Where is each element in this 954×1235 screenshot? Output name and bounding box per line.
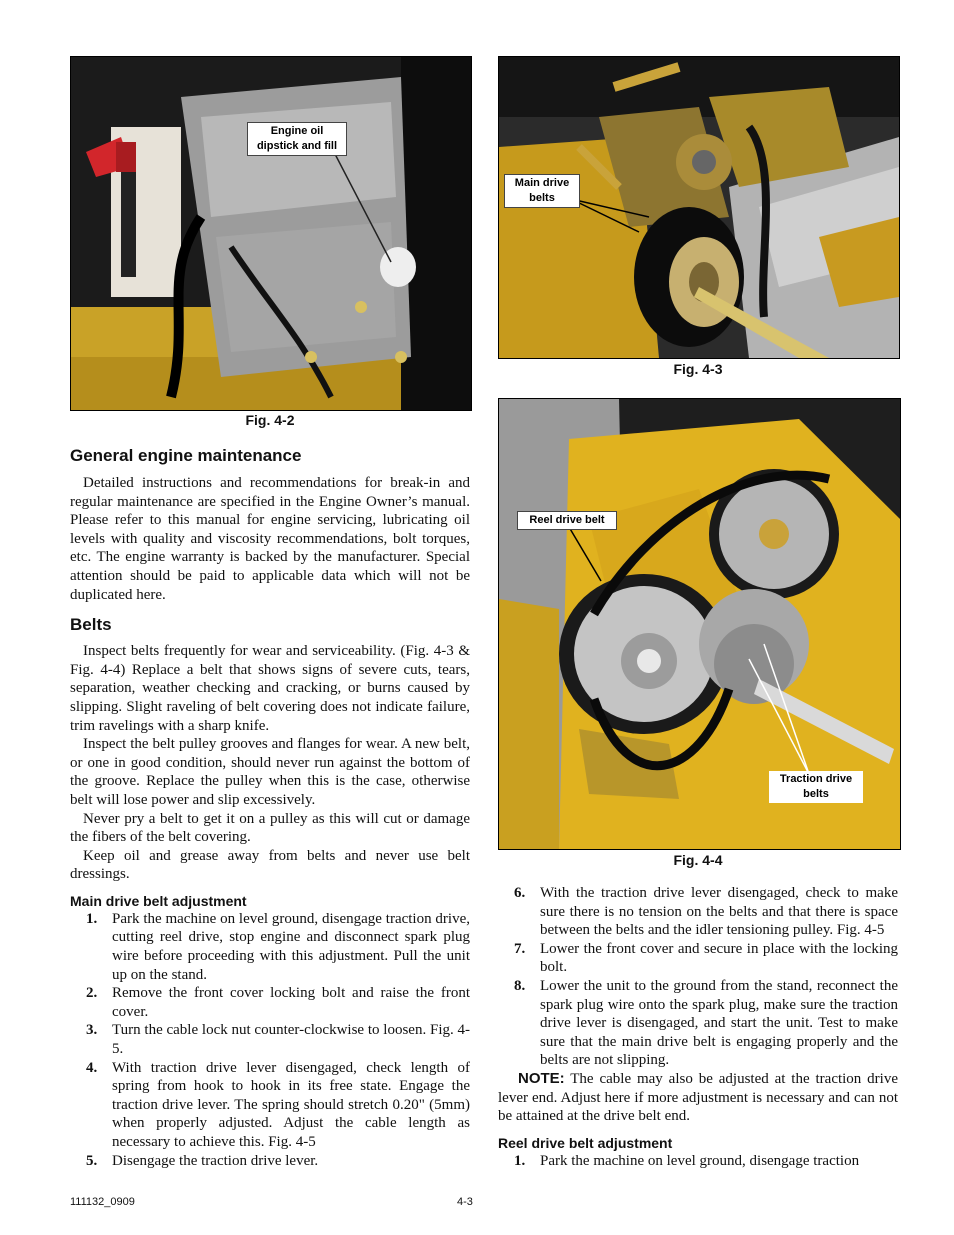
figure-4-2-photo [70,56,472,411]
list-item: 1. Park the machine on level ground, disengage traction [514,1152,860,1169]
right-column [498,884,898,1170]
note-text: The cable may also be adjusted at the traction drive lever end. Adjust here if more adjustment is necessary and can not be attained at the drive belt end. [498,1070,898,1125]
left-column [70,445,470,1170]
list-item: 6. With the traction drive lever disengaged, check to make sure there is no tension on the belts and that there is space between the belts and the idler tensioning pulley. Fig. 4-5 [514,885,898,939]
heading-belts: Belts [70,615,112,635]
heading-main-drive-belt-adjustment: Main drive belt adjustment [70,892,247,909]
list-item: 8. Lower the unit to the ground from the stand, reconnect the spark plug wire onto the spark plug, make sure the traction drive lever is disengaged, and start the unit. Test to make sure that the main drive belt is engaging properly and the belts are not slipping. [514,977,898,1069]
paragraph-belts-2: Inspect the belt pulley grooves and flanges for wear. A new belt, or one in good condition, should never run against the bottom of the groove. Replace the pulley when this is the case, otherwise belt will lose power and slip excessively. [70,736,470,808]
reel-drive-steps [498,1152,898,1171]
engine-photo-illustration [71,57,471,410]
figure-4-3-photo [498,56,900,359]
paragraph-general: Detailed instructions and recommendations for break-in and regular maintenance are specified in the Engine Owner’s manual. Please refer to this manual for engine servicing, lubricating oil levels with quality and viscosity recommendations, bolt torques, etc. The engine warranty is backed by the manufacturer. Special attention should be paid to applicable data which will not be duplicated here. [70,475,470,603]
callout-traction-drive-belts: Traction drive belts [769,771,863,803]
paragraph-belts-1: Inspect belts frequently for wear and serviceability. (Fig. 4-3 & Fig. 4-4) Replace a belt that shows signs of severe cuts, tears, separation, weather checking and cracking, or burns caused by slipping. Slight raveling of belt covering does not indicate failure, trim ravelings with a sharp knife. [70,643,470,734]
figure-4-2-caption: Fig. 4-2 [245,412,295,428]
figure-4-4-caption: Fig. 4-4 [673,852,723,868]
list-item: 5. Disengage the traction drive lever. [86,1152,319,1169]
figure-4-4-photo [498,398,901,850]
list-item: 3. Turn the cable lock nut counter-clockwise to loosen. Fig. 4-5. [86,1022,470,1058]
list-item: 2. Remove the front cover locking bolt and raise the front cover. [86,985,470,1020]
note-paragraph [498,1070,898,1126]
list-item: 1. Park the machine on level ground, disengage traction drive, cutting reel drive, stop engine and disconnect spark plug wire before proceeding with this adjustment. Pull the unit up on the stand. [86,910,470,983]
heading-general-engine-maintenance: General engine maintenance [70,446,302,465]
callout-reel-drive-belt: Reel drive belt [517,511,617,530]
main-drive-steps-right [498,884,898,1070]
heading-reel-drive-belt-adjustment: Reel drive belt adjustment [498,1134,673,1151]
main-drive-steps-left [70,910,470,1170]
footer-doc-id: 111132_0909 [70,1196,135,1208]
paragraph-belts-3: Never pry a belt to get it on a pulley as this will cut or damage the fibers of the belt covering. [70,810,470,846]
footer-page-number: 4-3 [457,1196,473,1208]
callout-main-drive-belts: Main drive belts [504,174,580,208]
callout-engine-oil-dipstick: Engine oil dipstick and fill [247,122,347,156]
list-item: 4. With traction drive lever disengaged, check length of spring from hook to hook in its free state. Engage the traction drive lever. The spring should stretch 0.20" (5mm) when properly adjusted. Adjust the cable length as necessary to achieve this. Fig. 4-5 [86,1059,470,1150]
figure-4-3-caption: Fig. 4-3 [673,361,723,377]
note-label: NOTE: [518,1069,565,1087]
list-item: 7. Lower the front cover and secure in place with the locking bolt. [514,940,898,976]
paragraph-belts-4: Keep oil and grease away from belts and never use belt dressings. [70,847,470,883]
